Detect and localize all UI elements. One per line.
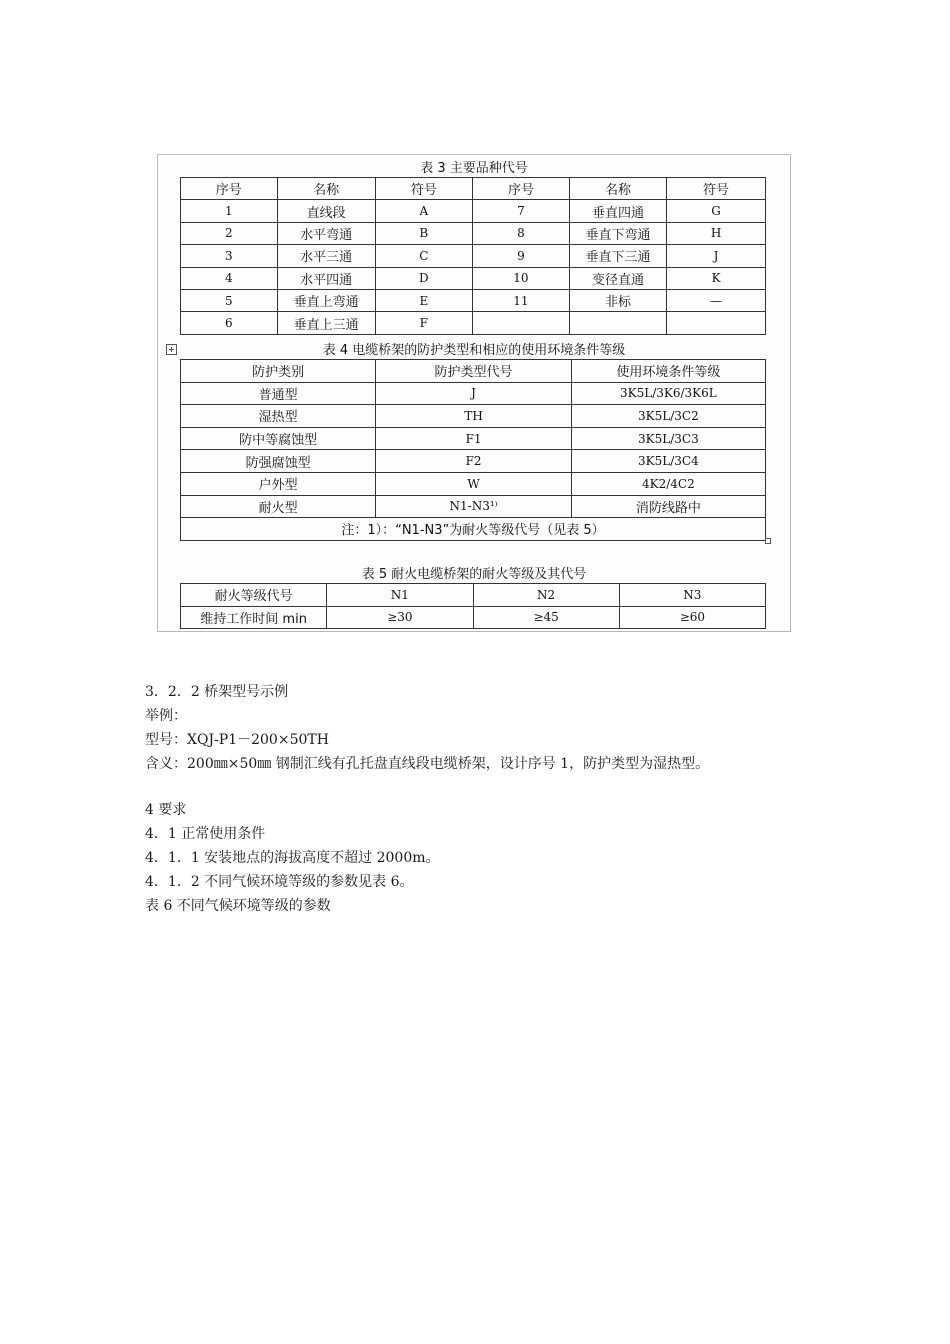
table-cell: 7 bbox=[472, 200, 569, 222]
table-cell: N3 bbox=[619, 584, 765, 607]
table-cell: 11 bbox=[472, 289, 569, 311]
table-cell: N2 bbox=[473, 584, 619, 607]
table-caption: 表 6 不同气候环境等级的参数 bbox=[145, 898, 331, 914]
paragraph: 含义：200㎜×50㎜ 钢制汇线有孔托盘直线段电缆桥架，设计序号 1，防护类型为湿热型。 bbox=[145, 756, 710, 772]
table3-caption: 表 3 主要品种代号 bbox=[420, 161, 528, 176]
table-cell: C bbox=[375, 245, 472, 267]
table-cell: 4 bbox=[181, 267, 278, 289]
table-cell: 垂直四通 bbox=[570, 200, 667, 222]
table-cell: F bbox=[375, 312, 472, 334]
section-heading: 4．1 正常使用条件 bbox=[145, 826, 266, 842]
table3-header-row bbox=[181, 178, 766, 200]
table-cell: G bbox=[667, 200, 766, 222]
table5-caption: 表 5 耐火电缆桥架的耐火等级及其代号 bbox=[361, 567, 587, 582]
table-cell: 防中等腐蚀型 bbox=[181, 427, 376, 450]
header-cell: 序号 bbox=[181, 178, 278, 200]
table-cell: ≥60 bbox=[619, 606, 765, 629]
table-cell: 直线段 bbox=[277, 200, 375, 222]
table-cell: 3K5L/3K6/3K6L bbox=[571, 382, 765, 405]
table-cell bbox=[472, 312, 569, 334]
table-cell: 垂直下三通 bbox=[570, 245, 667, 267]
header-cell: 序号 bbox=[472, 178, 569, 200]
paragraph: 4．1．2 不同气候环境等级的参数见表 6。 bbox=[145, 874, 414, 890]
table-cell: 水平三通 bbox=[277, 245, 375, 267]
table-row bbox=[181, 245, 766, 267]
table-row bbox=[181, 267, 766, 289]
table3 bbox=[180, 177, 766, 335]
table4-caption: 表 4 电缆桥架的防护类型和相应的使用环境条件等级 bbox=[322, 343, 626, 358]
table-cell: 普通型 bbox=[181, 382, 376, 405]
table-cell: 3K5L/3C2 bbox=[571, 405, 765, 428]
table4 bbox=[180, 359, 766, 541]
table-cell: K bbox=[667, 267, 766, 289]
table-cell: — bbox=[667, 289, 766, 311]
table-cell: 10 bbox=[472, 267, 569, 289]
table-cell: ≥45 bbox=[473, 606, 619, 629]
table-cell: 垂直下弯通 bbox=[570, 222, 667, 244]
table-row bbox=[181, 289, 766, 311]
table-row bbox=[181, 450, 766, 473]
table-cell: N1-N3¹⁾ bbox=[376, 495, 571, 518]
table-row bbox=[181, 427, 766, 450]
table-cell bbox=[570, 312, 667, 334]
table-cell: 5 bbox=[181, 289, 278, 311]
table-cell: 消防线路中 bbox=[571, 495, 765, 518]
table-cell: 3K5L/3C3 bbox=[571, 427, 765, 450]
header-cell: 符号 bbox=[667, 178, 766, 200]
table-cell: 非标 bbox=[570, 289, 667, 311]
header-cell: 符号 bbox=[375, 178, 472, 200]
table-row bbox=[181, 382, 766, 405]
table-cell: F2 bbox=[376, 450, 571, 473]
header-cell: 防护类型代号 bbox=[376, 360, 571, 383]
table-cell: 9 bbox=[472, 245, 569, 267]
table-cell: 湿热型 bbox=[181, 405, 376, 428]
table-cell: 水平四通 bbox=[277, 267, 375, 289]
header-cell: 名称 bbox=[277, 178, 375, 200]
table-cell: 1 bbox=[181, 200, 278, 222]
table-cell: 耐火等级代号 bbox=[181, 584, 327, 607]
paragraph: 型号：XQJ-P1－200×50TH bbox=[145, 732, 329, 748]
table-cell: 4K2/4C2 bbox=[571, 472, 765, 495]
table-cell: H bbox=[667, 222, 766, 244]
paragraph: 4．1．1 安装地点的海拔高度不超过 2000m。 bbox=[145, 850, 440, 866]
header-cell: 使用环境条件等级 bbox=[571, 360, 765, 383]
document-body bbox=[145, 680, 845, 918]
table-row bbox=[181, 584, 766, 607]
table-cell: TH bbox=[376, 405, 571, 428]
table-cell: 垂直上三通 bbox=[277, 312, 375, 334]
table4-note: 注：1）：“N1-N3”为耐火等级代号（见表 5） bbox=[181, 518, 766, 541]
table-cell: 维持工作时间 min bbox=[181, 606, 327, 629]
table-row bbox=[181, 472, 766, 495]
table-cell: 户外型 bbox=[181, 472, 376, 495]
table4-header-row bbox=[181, 360, 766, 383]
table-cell: ≥30 bbox=[327, 606, 473, 629]
table-cell: J bbox=[667, 245, 766, 267]
table-cell: 水平弯通 bbox=[277, 222, 375, 244]
table-cell: J bbox=[376, 382, 571, 405]
table-row bbox=[181, 606, 766, 629]
section-heading: 4 要求 bbox=[145, 802, 187, 818]
table-cell: 变径直通 bbox=[570, 267, 667, 289]
table-row bbox=[181, 495, 766, 518]
table-cell: W bbox=[376, 472, 571, 495]
tables-image bbox=[157, 154, 791, 632]
table-row bbox=[181, 200, 766, 222]
header-cell: 防护类别 bbox=[181, 360, 376, 383]
table-cell: A bbox=[375, 200, 472, 222]
table-cell: 2 bbox=[181, 222, 278, 244]
table-row bbox=[181, 312, 766, 334]
table-cell: 3 bbox=[181, 245, 278, 267]
header-cell: 名称 bbox=[570, 178, 667, 200]
table-row bbox=[181, 405, 766, 428]
table-cell: E bbox=[375, 289, 472, 311]
table-cell: 耐火型 bbox=[181, 495, 376, 518]
table-cell bbox=[667, 312, 766, 334]
table4-note-row bbox=[181, 518, 766, 541]
section-heading: 3．2．2 桥架型号示例 bbox=[145, 684, 289, 700]
table-cell: D bbox=[375, 267, 472, 289]
table-cell: 垂直上弯通 bbox=[277, 289, 375, 311]
paragraph: 举例： bbox=[145, 708, 187, 724]
table-resize-handle[interactable] bbox=[765, 538, 771, 544]
table-cell: 6 bbox=[181, 312, 278, 334]
table5 bbox=[180, 583, 766, 629]
table-cell: 防强腐蚀型 bbox=[181, 450, 376, 473]
table-cell: F1 bbox=[376, 427, 571, 450]
table-row bbox=[181, 222, 766, 244]
table-cell: B bbox=[375, 222, 472, 244]
table-cell: 8 bbox=[472, 222, 569, 244]
table-cell: N1 bbox=[327, 584, 473, 607]
table-cell: 3K5L/3C4 bbox=[571, 450, 765, 473]
